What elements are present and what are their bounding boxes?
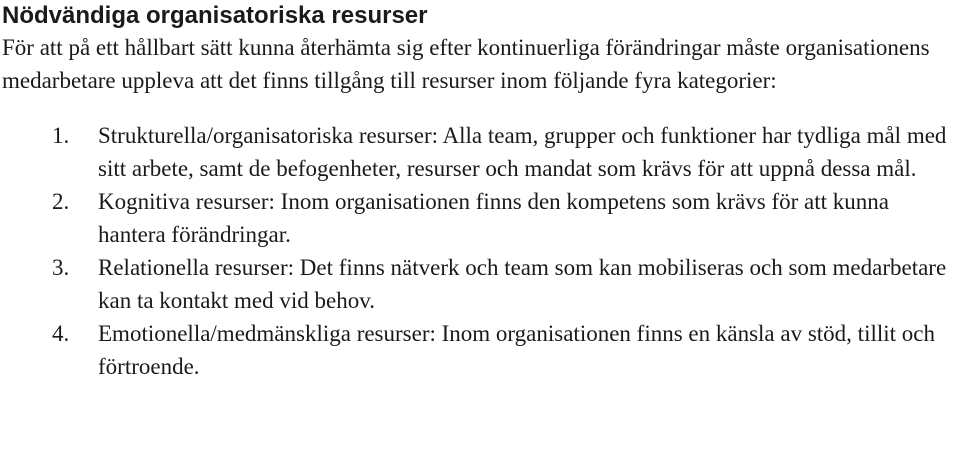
list-item-text: Kognitiva resurser: Inom organisationen finns den kompetens som krävs för att kunna hantera förändringar.	[98, 189, 889, 247]
list-item-text: Strukturella/organisatoriska resurser: Alla team, grupper och funktioner har tydliga mål med sitt arbete, samt de befogenheter, resurser och mandat som krävs för att uppnå dessa mål.	[98, 123, 947, 181]
list-item-number: 1.	[52, 123, 70, 148]
list-item	[2, 251, 958, 317]
list-item-number: 3.	[52, 255, 70, 280]
list-item	[2, 317, 958, 383]
intro-paragraph: För att på ett hållbart sätt kunna återhämta sig efter kontinuerliga förändringar måste organisationens medarbetare uppleva att det finns tillgång till resurser inom följande fyra kategorier:	[2, 35, 930, 93]
resource-category-list	[2, 119, 958, 383]
list-item-number: 2.	[52, 189, 70, 214]
list-item-text: Emotionella/medmänskliga resurser: Inom organisationen finns en känsla av stöd, tillit och förtroende.	[98, 321, 935, 379]
list-item	[2, 185, 958, 251]
section-heading: Nödvändiga organisatoriska resurser	[2, 2, 428, 29]
list-item-text: Relationella resurser: Det finns nätverk och team som kan mobiliseras och som medarbetare kan ta kontakt med vid behov.	[98, 255, 947, 313]
document-page	[2, 0, 958, 383]
list-item-number: 4.	[52, 321, 70, 346]
list-item	[2, 119, 958, 185]
